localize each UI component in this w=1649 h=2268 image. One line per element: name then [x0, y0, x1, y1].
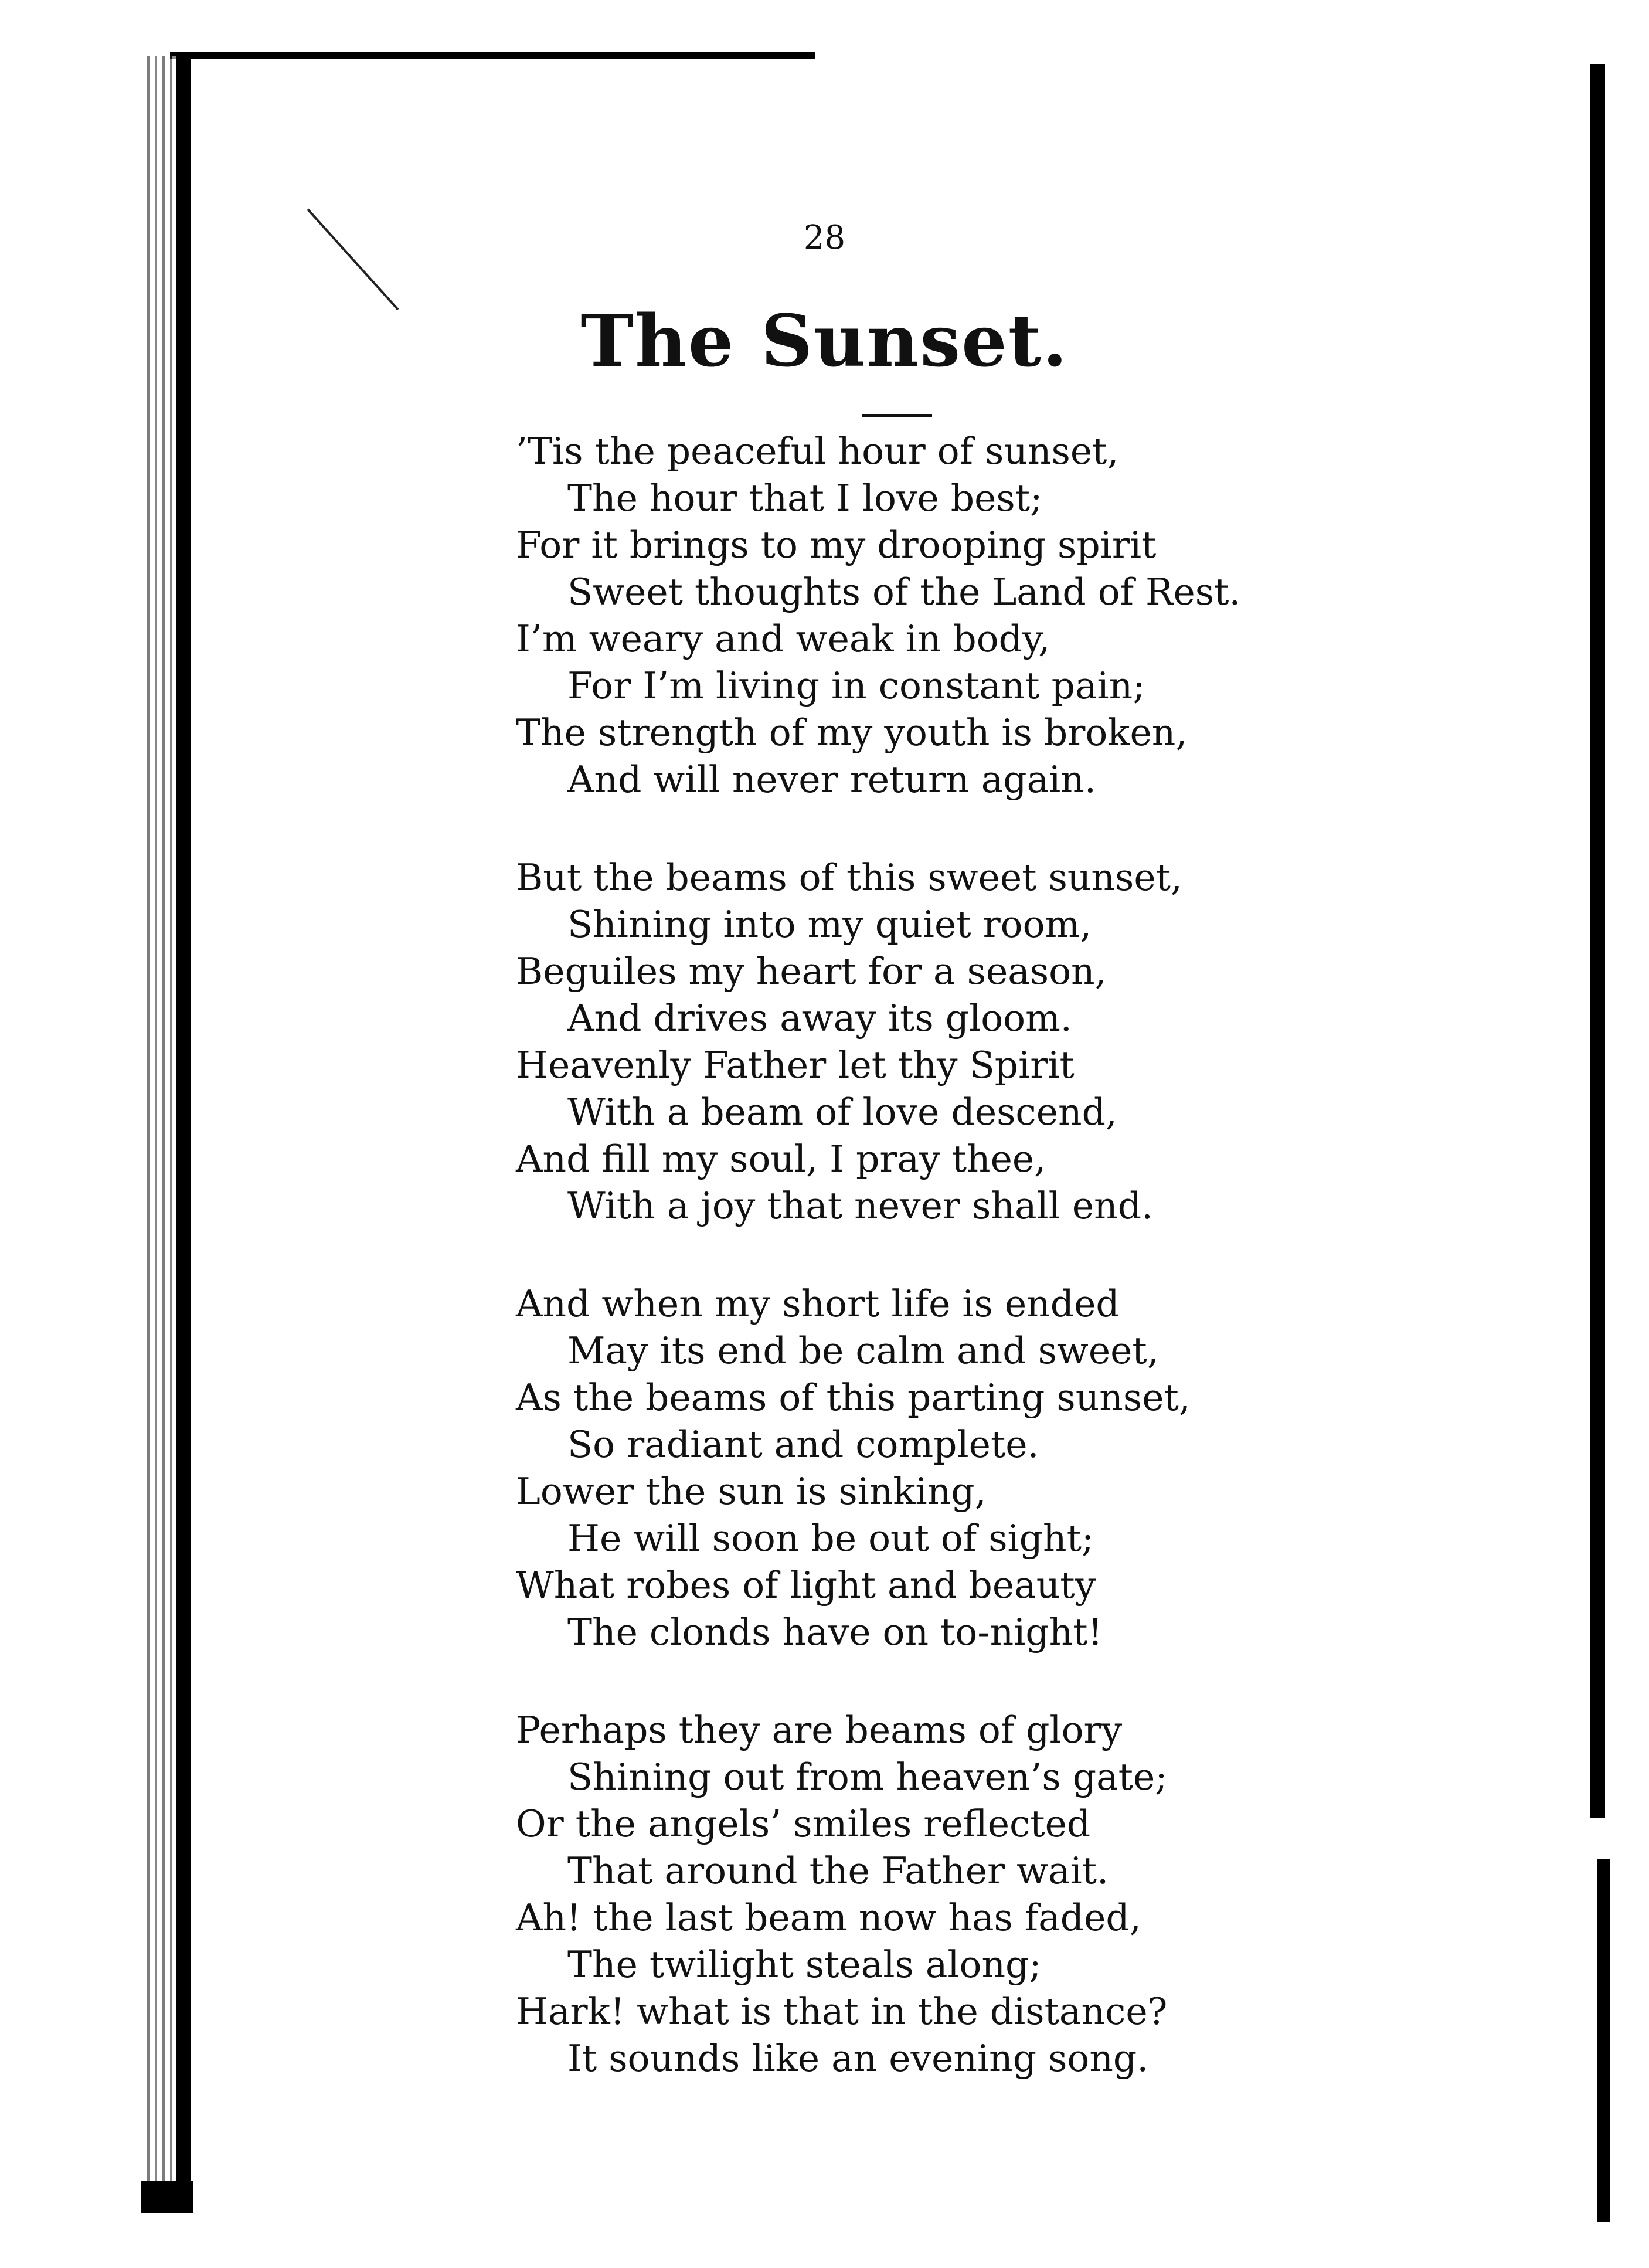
scan-left-binding-shadow — [176, 56, 191, 2213]
poem-line: And drives away its gloom. — [567, 997, 1072, 1040]
poem-line: And fill my soul, I pray thee, — [516, 1138, 1046, 1180]
poem-line: Heavenly Father let thy Spirit — [516, 1044, 1075, 1087]
poem-line: For it brings to my drooping spirit — [516, 524, 1157, 566]
poem-line: ’Tis the peaceful hour of sunset, — [516, 430, 1119, 473]
poem-line: The clonds have on to-night! — [567, 1611, 1103, 1654]
poem-line: Lower the sun is sinking, — [516, 1470, 987, 1513]
poem-body — [516, 428, 1278, 2133]
stanza-3 — [516, 1281, 1278, 1656]
poem-line: With a joy that never shall end. — [567, 1184, 1154, 1227]
scan-right-edge-lower — [1597, 1859, 1610, 2222]
poem-line: May its end be calm and sweet, — [567, 1329, 1159, 1372]
scan-left-bottom-mark — [141, 2181, 193, 2213]
poem-line: Sweet thoughts of the Land of Rest. — [567, 571, 1241, 613]
poem-line: The strength of my youth is broken, — [516, 711, 1188, 754]
poem-line: For I’m living in constant pain; — [567, 664, 1145, 707]
poem-line: It sounds like an evening song. — [567, 2037, 1149, 2080]
poem-line: That around the Father wait. — [567, 1849, 1109, 1892]
stanza-4 — [516, 1707, 1278, 2082]
poem-line: With a beam of love descend, — [567, 1091, 1117, 1133]
poem-line: The twilight steals along; — [567, 1943, 1042, 1986]
poem-line: What robes of light and beauty — [516, 1564, 1096, 1607]
poem-line: And when my short life is ended — [516, 1282, 1120, 1325]
poem-line: I’m weary and weak in body, — [516, 617, 1050, 660]
poem-line: But the beams of this sweet sunset, — [516, 856, 1182, 899]
scan-top-edge — [170, 52, 815, 59]
poem-line: Hark! what is that in the distance? — [516, 1990, 1168, 2033]
stanza-1 — [516, 428, 1278, 803]
poem-line: He will soon be out of sight; — [567, 1517, 1094, 1560]
poem-line: Or the angels’ smiles reflected — [516, 1802, 1091, 1845]
poem-line: Shining into my quiet room, — [567, 903, 1092, 946]
page-number: 28 — [803, 219, 846, 257]
title-divider — [862, 414, 932, 417]
poem-line: Shining out from heaven’s gate; — [567, 1756, 1168, 1798]
poem-line: The hour that I love best; — [567, 477, 1043, 520]
poem-title: The Sunset. — [580, 298, 1069, 383]
poem-line: And will never return again. — [567, 758, 1096, 801]
poem-line: Ah! the last beam now has faded, — [516, 1896, 1141, 1939]
stanza-2 — [516, 854, 1278, 1230]
poem-line: Beguiles my heart for a season, — [516, 950, 1107, 993]
poem-line: Perhaps they are beams of glory — [516, 1709, 1123, 1751]
poem-line: As the beams of this parting sunset, — [516, 1376, 1191, 1419]
poem-line: So radiant and complete. — [567, 1423, 1039, 1466]
